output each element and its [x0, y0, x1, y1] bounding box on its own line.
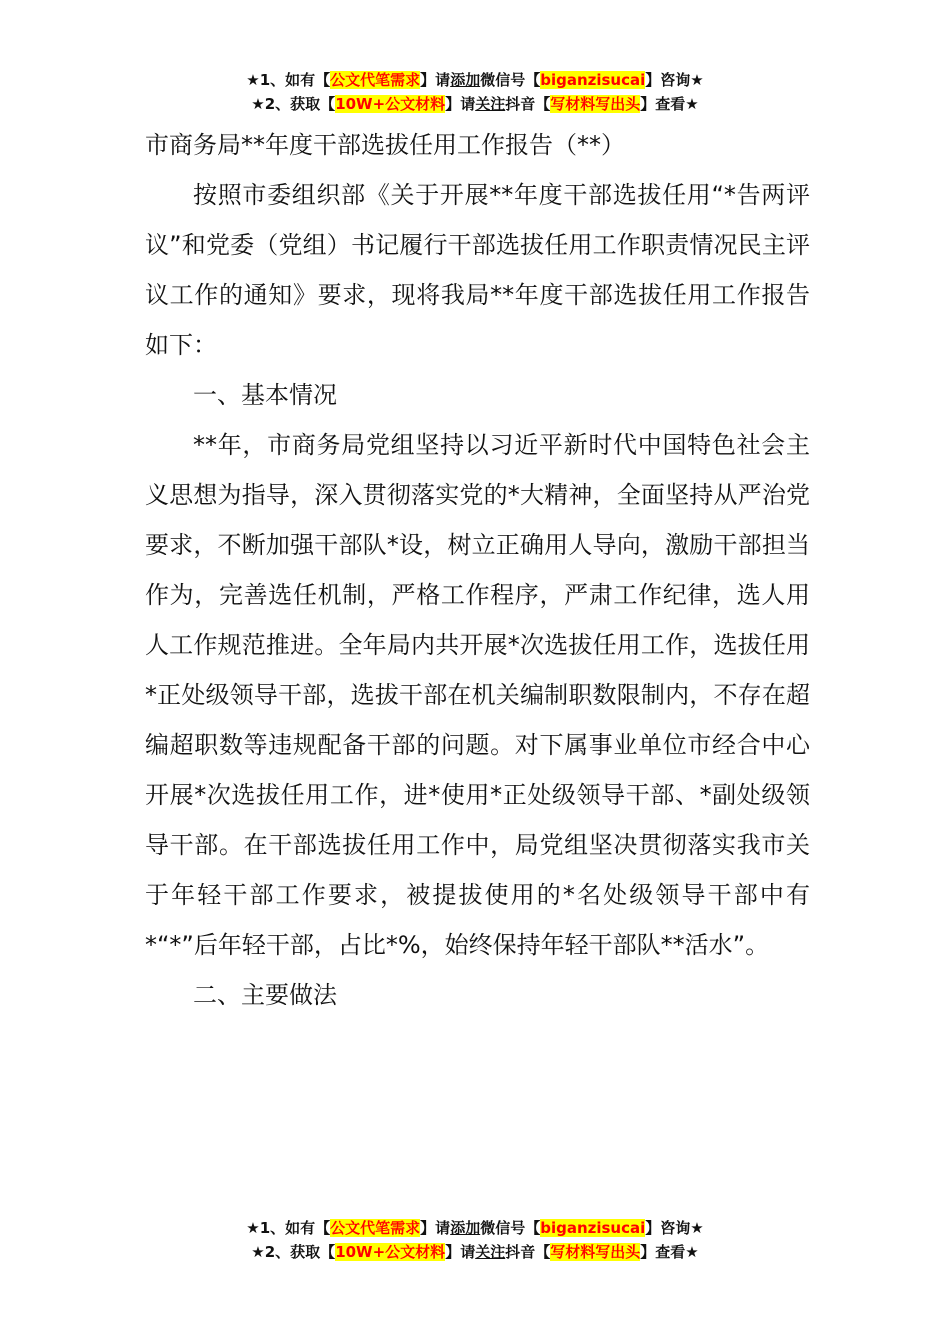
banner-text: 】请	[420, 1219, 451, 1237]
banner-text: 】请	[445, 1243, 476, 1261]
banner-text: 】咨询★	[645, 1219, 704, 1237]
banner-text: 微信号【	[480, 71, 541, 89]
banner-emphasis: 添加	[450, 71, 481, 89]
banner-text: 】查看★	[640, 95, 699, 113]
banner-text: 抖音【	[505, 1243, 551, 1261]
banner-line-2	[0, 1240, 950, 1264]
banner-text: ★1、如有【	[246, 71, 331, 89]
banner-highlight: 公文代笔需求	[330, 71, 421, 89]
banner-highlight: 写材料写出头	[550, 1243, 641, 1261]
section-heading-2: 二、主要做法	[193, 981, 337, 1009]
banner-highlight: 10W+公文材料	[335, 1243, 446, 1261]
footer-banner	[0, 1216, 950, 1264]
banner-text: ★2、获取【	[251, 1243, 336, 1261]
banner-emphasis: 关注	[475, 95, 506, 113]
banner-highlight: 10W+公文材料	[335, 95, 446, 113]
banner-line-1	[0, 68, 950, 92]
banner-text: 】请	[420, 71, 451, 89]
banner-line-2	[0, 92, 950, 116]
header-banner	[0, 68, 950, 116]
banner-text: 】查看★	[640, 1243, 699, 1261]
banner-highlight: biganzisucai	[540, 1219, 646, 1237]
document-title: 市商务局**年度干部选拔任用工作报告（**）	[145, 131, 625, 159]
banner-text: 】咨询★	[645, 71, 704, 89]
banner-text: ★1、如有【	[246, 1219, 331, 1237]
banner-text: 抖音【	[505, 95, 551, 113]
banner-text: 】请	[445, 95, 476, 113]
banner-emphasis: 添加	[450, 1219, 481, 1237]
intro-paragraph: 按照市委组织部《关于开展**年度干部选拔任用“*告两评议”和党委（党组）书记履行干部选拔任用工作职责情况民主评议工作的通知》要求，现将我局**年度干部选拔任用工作报告如下：	[145, 181, 810, 359]
banner-text: 微信号【	[480, 1219, 541, 1237]
banner-line-1	[0, 1216, 950, 1240]
banner-emphasis: 关注	[475, 1243, 506, 1261]
document-body	[145, 120, 810, 1020]
section-heading-1: 一、基本情况	[193, 381, 337, 409]
section-1-paragraph: **年，市商务局党组坚持以习近平新时代中国特色社会主义思想为指导，深入贯彻落实党的*大精神，全面坚持从严治党要求，不断加强干部队*设，树立正确用人导向，激励干部担当作为，完善选任机制，严格工作程序，严肃工作纪律，选人用人工作规范推进。全年局内共开展*次选拔任用工作，选拔任用*正处级领导干部，选拔干部在机关编制职数限制内，不存在超编超职数等违规配备干部的问题。对下属事业单位市经合中心开展*次选拔任用工作，进*使用*正处级领导干部、*副处级领导干部。在干部选拔任用工作中，局党组坚决贯彻落实我市关于年轻干部工作要求，被提拔使用的*名处级领导干部中有*“*”后年轻干部，占比*%，始终保持年轻干部队**活水”。	[145, 431, 810, 959]
banner-highlight: 写材料写出头	[550, 95, 641, 113]
banner-highlight: 公文代笔需求	[330, 1219, 421, 1237]
banner-text: ★2、获取【	[251, 95, 336, 113]
banner-highlight: biganzisucai	[540, 71, 646, 89]
